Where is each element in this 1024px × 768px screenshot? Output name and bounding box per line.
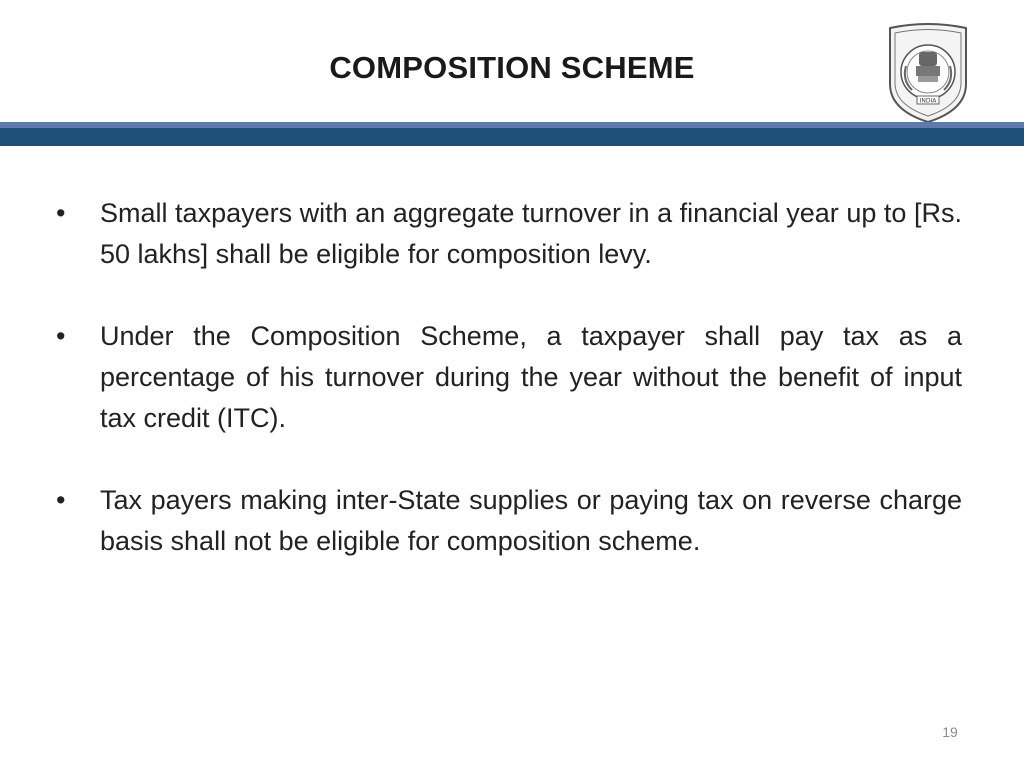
bullet-item [56, 193, 962, 275]
page-number: 19 [942, 724, 958, 740]
bullet-item [56, 316, 962, 439]
emblem-label: INDIA [919, 97, 937, 105]
bullet-text: Under the Composition Scheme, a taxpayer shall pay tax as a percentage of his turnover during the year without the benefit of input tax credit (ITC). [100, 321, 962, 433]
bullet-marker: • [56, 485, 66, 515]
bullet-item [56, 480, 962, 562]
bullet-marker: • [56, 198, 66, 228]
government-emblem-icon [886, 22, 970, 126]
bullet-list [56, 193, 962, 603]
bullet-text: Small taxpayers with an aggregate turnover in a financial year up to [Rs. 50 lakhs] shall be eligible for composition levy. [100, 198, 962, 269]
slide-title: COMPOSITION SCHEME [329, 50, 695, 85]
header-band-dark [0, 128, 1024, 146]
bullet-text: Tax payers making inter-State supplies or paying tax on reverse charge basis shall not be eligible for composition scheme. [100, 485, 962, 556]
bullet-marker: • [56, 321, 66, 351]
